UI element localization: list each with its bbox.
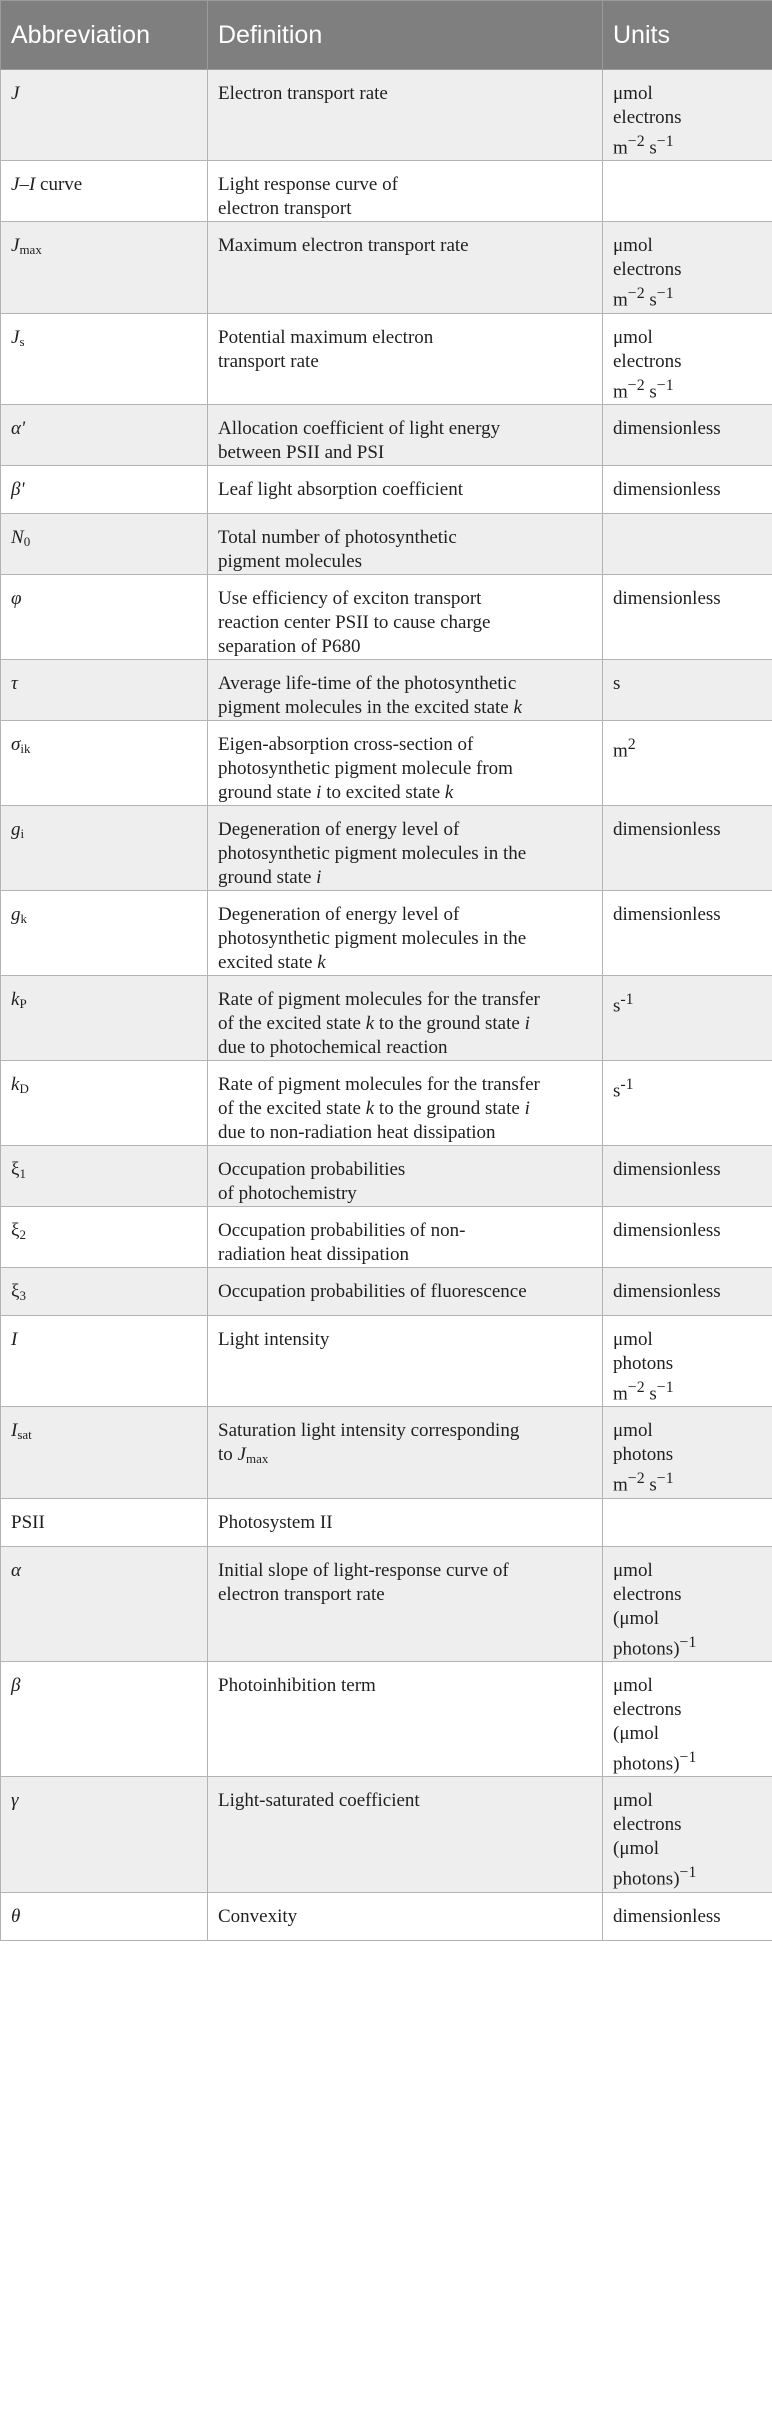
definition-cell: Initial slope of light-response curve of electron transport rate [208, 1546, 603, 1661]
table-row [1, 222, 772, 313]
definition-cell: Total number of photosynthetic pigment molecules [208, 513, 603, 574]
table-row [1, 1267, 772, 1315]
units-cell: dimensionless [603, 805, 772, 890]
table-row [1, 1498, 772, 1546]
definition-cell: Potential maximum electron transport rate [208, 313, 603, 404]
table-row [1, 404, 772, 465]
abbreviation-cell: $k_D$ [1, 1060, 208, 1145]
abbreviation-cell: $g_k$ [1, 890, 208, 975]
abbreviation-cell: $\xi_1$ [1, 1145, 208, 1206]
units-cell: μmol electrons $m^{-2}$ $s^{-1}$ [603, 313, 772, 404]
abbreviation-cell: $J_s$ [1, 313, 208, 404]
abbreviation-cell: β' [1, 465, 208, 513]
definition-cell: Occupation probabilities of non- radiation heat dissipation [208, 1206, 603, 1267]
table-row [1, 1206, 772, 1267]
units-cell: dimensionless [603, 890, 772, 975]
table-row [1, 1407, 772, 1498]
header-units: Units [603, 1, 772, 70]
definition-cell: Maximum electron transport rate [208, 222, 603, 313]
definition-cell: Light response curve of electron transport [208, 161, 603, 222]
abbreviation-cell: $\xi_3$ [1, 1267, 208, 1315]
definition-cell: Degeneration of energy level of photosynthetic pigment molecules in the excited state k [208, 890, 603, 975]
units-cell: μmol photons $m^{-2}$ $s^{-1}$ [603, 1315, 772, 1406]
units-cell: dimensionless [603, 404, 772, 465]
table-row [1, 1661, 772, 1776]
units-cell: s [603, 659, 772, 720]
abbreviation-cell: $\sigma_{ik}$ [1, 720, 208, 805]
table-body [1, 70, 772, 1941]
definition-cell: Degeneration of energy level of photosynthetic pigment molecules in the ground state i [208, 805, 603, 890]
table-row [1, 1777, 772, 1892]
units-cell: μmol electrons (μmol photons)$^{-1}$ [603, 1661, 772, 1776]
units-cell: dimensionless [603, 1145, 772, 1206]
table-row [1, 1546, 772, 1661]
units-cell [603, 161, 772, 222]
table-row [1, 890, 772, 975]
definition-cell: Rate of pigment molecules for the transfer of the excited state k to the ground state i due to photochemical reaction [208, 975, 603, 1060]
table-row [1, 1060, 772, 1145]
units-cell: μmol electrons (μmol photons)$^{-1}$ [603, 1546, 772, 1661]
table-row [1, 513, 772, 574]
abbreviation-cell: J–I curve [1, 161, 208, 222]
abbreviation-cell: J [1, 70, 208, 161]
units-cell [603, 1498, 772, 1546]
abbreviation-cell: $k_P$ [1, 975, 208, 1060]
units-cell: $s^{-1}$ [603, 1060, 772, 1145]
table-row [1, 465, 772, 513]
units-cell: dimensionless [603, 1206, 772, 1267]
abbreviation-cell: I [1, 1315, 208, 1406]
definition-cell: Use efficiency of exciton transport reaction center PSII to cause charge separation of P680 [208, 574, 603, 659]
table-row [1, 313, 772, 404]
abbreviation-cell: PSII [1, 1498, 208, 1546]
definition-cell: Light intensity [208, 1315, 603, 1406]
definition-cell: Occupation probabilities of photochemistry [208, 1145, 603, 1206]
abbreviation-cell: $N_0$ [1, 513, 208, 574]
abbreviation-cell: $\xi_2$ [1, 1206, 208, 1267]
abbreviation-cell: θ [1, 1892, 208, 1940]
definition-cell: Photoinhibition term [208, 1661, 603, 1776]
abbreviation-cell: γ [1, 1777, 208, 1892]
units-cell [603, 513, 772, 574]
units-cell: μmol electrons $m^{-2}$ $s^{-1}$ [603, 70, 772, 161]
table-row [1, 1315, 772, 1406]
table-row [1, 70, 772, 161]
table-row [1, 975, 772, 1060]
table-row [1, 574, 772, 659]
definition-cell: Leaf light absorption coefficient [208, 465, 603, 513]
units-cell: dimensionless [603, 465, 772, 513]
abbreviation-cell: $g_i$ [1, 805, 208, 890]
definition-cell: Allocation coefficient of light energy between PSII and PSI [208, 404, 603, 465]
units-cell: μmol electrons $m^{-2}$ $s^{-1}$ [603, 222, 772, 313]
units-cell: $s^{-1}$ [603, 975, 772, 1060]
units-cell: μmol electrons (μmol photons)$^{-1}$ [603, 1777, 772, 1892]
abbreviation-cell: α' [1, 404, 208, 465]
table-row [1, 659, 772, 720]
abbreviation-cell: τ [1, 659, 208, 720]
definition-cell: Light-saturated coefficient [208, 1777, 603, 1892]
table-row [1, 1892, 772, 1940]
abbreviation-cell: $I_{sat}$ [1, 1407, 208, 1498]
definition-cell: Saturation light intensity corresponding to $J_{max}$ [208, 1407, 603, 1498]
abbreviation-cell: $J_{max}$ [1, 222, 208, 313]
definition-cell: Occupation probabilities of fluorescence [208, 1267, 603, 1315]
table-row [1, 1145, 772, 1206]
definition-cell: Photosystem II [208, 1498, 603, 1546]
definition-cell: Average life-time of the photosynthetic pigment molecules in the excited state k [208, 659, 603, 720]
table-row [1, 161, 772, 222]
abbreviation-cell: α [1, 1546, 208, 1661]
units-cell: dimensionless [603, 574, 772, 659]
units-cell: μmol photons $m^{-2}$ $s^{-1}$ [603, 1407, 772, 1498]
units-cell: dimensionless [603, 1892, 772, 1940]
units-cell: $m^2$ [603, 720, 772, 805]
units-cell: dimensionless [603, 1267, 772, 1315]
header-abbreviation: Abbreviation [1, 1, 208, 70]
table-row [1, 805, 772, 890]
header-row [1, 1, 772, 70]
abbreviation-cell: β [1, 1661, 208, 1776]
table-row [1, 720, 772, 805]
definition-cell: Rate of pigment molecules for the transfer of the excited state k to the ground state i due to non-radiation heat dissipation [208, 1060, 603, 1145]
abbreviation-cell: φ [1, 574, 208, 659]
definition-cell: Electron transport rate [208, 70, 603, 161]
definition-cell: Eigen-absorption cross-section of photosynthetic pigment molecule from ground state i to excited state k [208, 720, 603, 805]
header-definition: Definition [208, 1, 603, 70]
definition-cell: Convexity [208, 1892, 603, 1940]
